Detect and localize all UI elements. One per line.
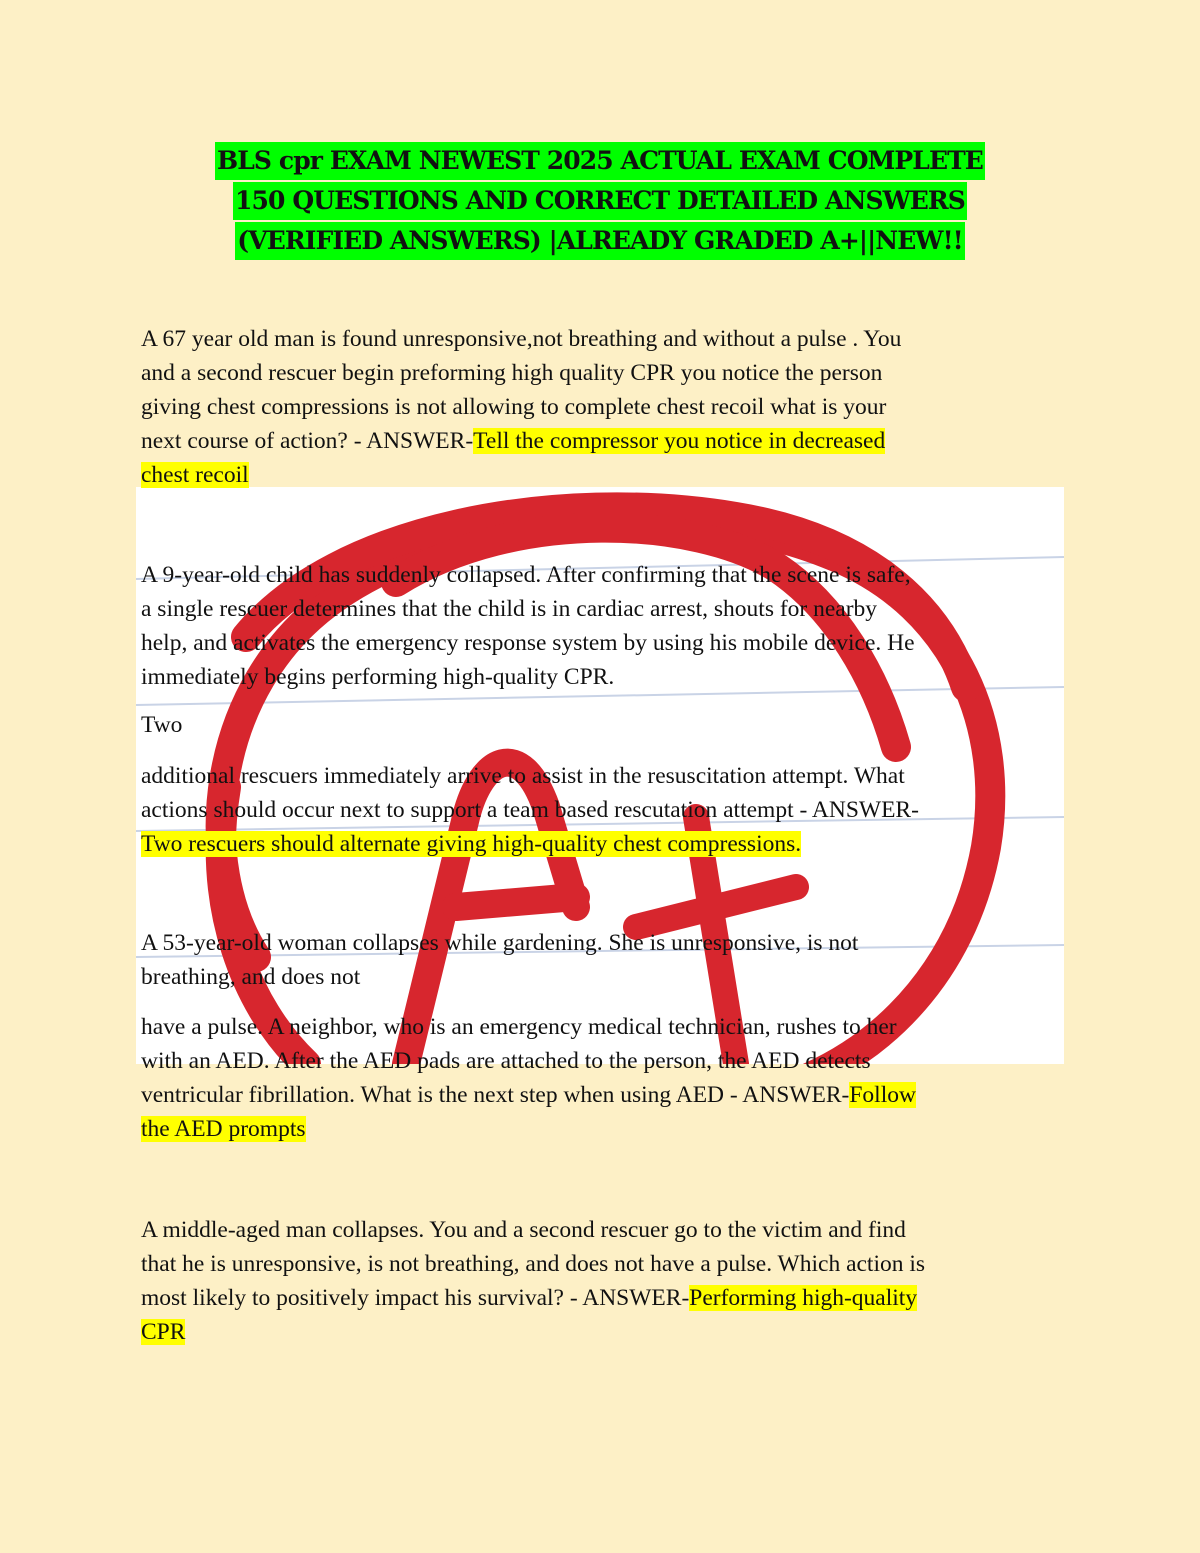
question-text: help, and activates the emergency response system by using his mobile device. He xyxy=(141,630,915,656)
answer-highlight: CPR xyxy=(141,1319,186,1345)
question-text: A middle-aged man collapses. You and a second rescuer go to the victim and find xyxy=(141,1217,906,1243)
question-text: giving chest compressions is not allowing to complete chest recoil what is your xyxy=(141,394,887,420)
question-text: and a second rescuer begin preforming high quality CPR you notice the person xyxy=(141,360,883,386)
title-line: (VERIFIED ANSWERS) |ALREADY GRADED A+||NEW!! xyxy=(235,222,964,260)
answer-highlight: Two rescuers should alternate giving high-quality chest compressions. xyxy=(141,831,802,857)
answer-highlight: the AED prompts xyxy=(141,1116,306,1142)
question-text: with an AED. After the AED pads are attached to the person, the AED detects xyxy=(141,1048,871,1074)
answer-highlight: Follow xyxy=(849,1082,916,1108)
question-text: that he is unresponsive, is not breathing, and does not have a pulse. Which action is xyxy=(141,1251,926,1277)
answer-highlight: chest recoil xyxy=(141,462,249,488)
question-2-continued xyxy=(141,759,1071,861)
question-text: A 67 year old man is found unresponsive,not breathing and without a pulse . You xyxy=(141,326,902,352)
question-text: A 53-year-old woman collapses while gardening. She is unresponsive, is not xyxy=(141,930,859,956)
question-3-continued xyxy=(141,1010,1071,1146)
title-line: BLS cpr EXAM NEWEST 2025 ACTUAL EXAM COMPLETE xyxy=(215,142,985,180)
answer-highlight: Tell the compressor you notice in decreased xyxy=(473,428,886,454)
question-2 xyxy=(141,558,1071,694)
question-text: ventricular fibrillation. What is the next step when using AED - ANSWER- xyxy=(141,1082,850,1108)
question-3 xyxy=(141,926,1071,994)
title-line: 150 QUESTIONS AND CORRECT DETAILED ANSWERS xyxy=(233,182,967,220)
question-4 xyxy=(141,1213,1081,1349)
question-text: most likely to positively impact his survival? - ANSWER- xyxy=(141,1285,690,1311)
question-text: additional rescuers immediately arrive to assist in the resuscitation attempt. What xyxy=(141,763,905,789)
question-text: Two xyxy=(141,712,183,738)
question-1 xyxy=(141,322,1071,492)
question-text: next course of action? - ANSWER- xyxy=(141,428,474,454)
answer-highlight: Performing high-quality xyxy=(689,1285,918,1311)
document-title xyxy=(100,141,1100,261)
question-text: immediately begins performing high-quality CPR. xyxy=(141,664,615,690)
question-2-continued xyxy=(141,708,1071,742)
question-text: actions should occur next to support a team based rescutation attempt - ANSWER- xyxy=(141,797,919,823)
question-text: have a pulse. A neighbor, who is an emergency medical technician, rushes to her xyxy=(141,1014,897,1040)
question-text: a single rescuer determines that the child is in cardiac arrest, shouts for nearby xyxy=(141,596,878,622)
question-text: breathing, and does not xyxy=(141,964,361,990)
question-text: A 9-year-old child has suddenly collapsed. After confirming that the scene is safe, xyxy=(141,562,911,588)
